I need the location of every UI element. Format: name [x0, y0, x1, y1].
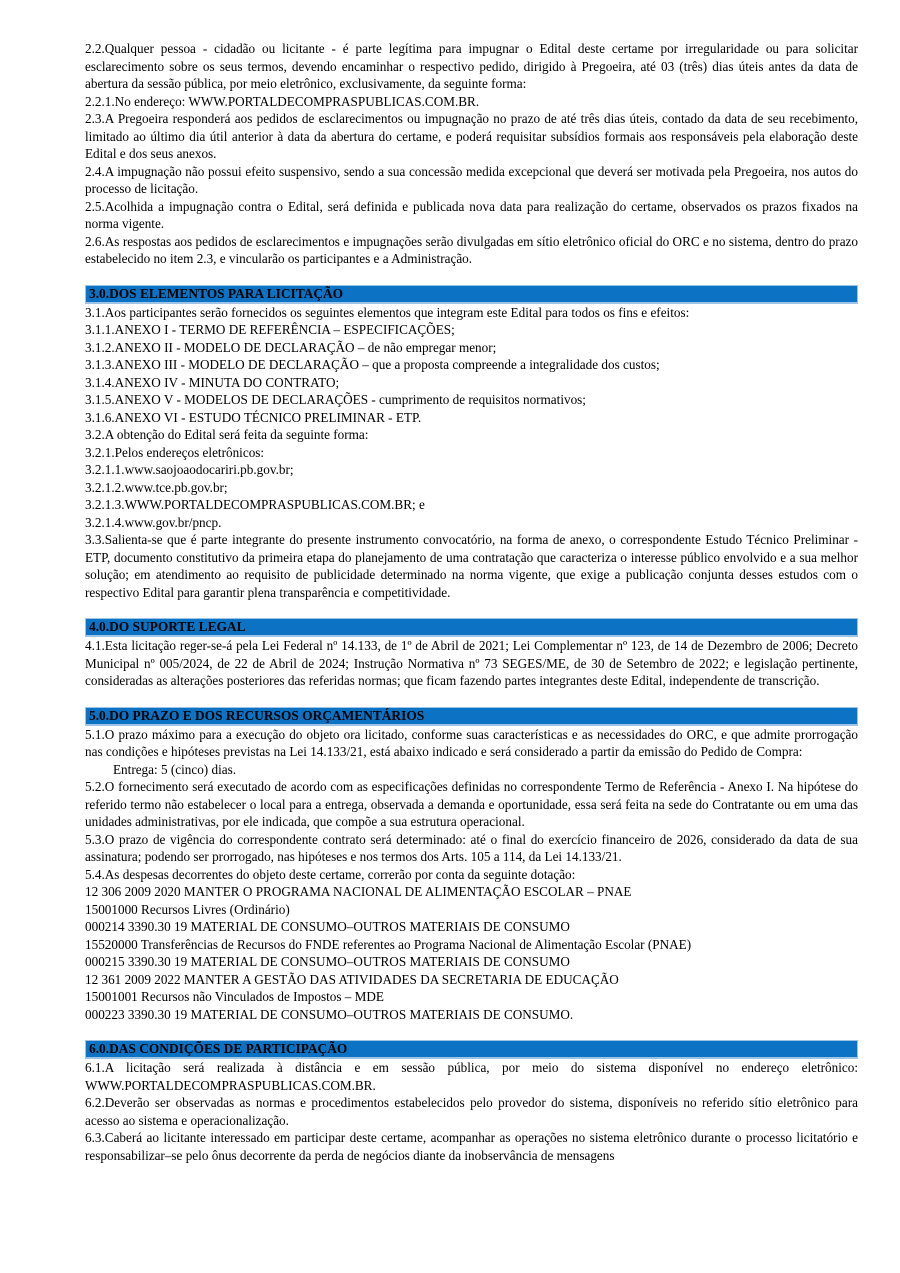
paragraph-6-3: 6.3.Caberá ao licitante interessado em participar deste certame, acompanhar as operações no sistema eletrônico durante o processo licitatório e responsabilizar–se pelo ônus decorrente da perda de negócios diante da inobservância de mensagens	[85, 1130, 858, 1163]
section-6-condicoes	[85, 1040, 858, 1164]
paragraph-3-1-5: 3.1.5.ANEXO V - MODELOS DE DECLARAÇÕES - cumprimento de requisitos normativos;	[85, 392, 586, 407]
paragraph-3-1-3: 3.1.3.ANEXO III - MODELO DE DECLARAÇÃO – que a proposta compreende a integralidade dos custos;	[85, 357, 660, 372]
section-header-5-0: 5.0.DO PRAZO E DOS RECURSOS ORÇAMENTÁRIOS	[85, 707, 858, 726]
paragraph-2-6: 2.6.As respostas aos pedidos de esclarecimentos e impugnações serão divulgadas em sítio eletrônico oficial do ORC e no sistema, dentro do prazo estabelecido no item 2.3, e vincularão os participantes e a Administração.	[85, 233, 858, 266]
paragraph-3-2-1-2: 3.2.1.2.www.tce.pb.gov.br;	[85, 479, 228, 495]
section-4-suporte-legal	[85, 618, 858, 690]
dotacao-line-5: 000215 3390.30 19 MATERIAL DE CONSUMO–OUTROS MATERIAIS DE CONSUMO	[85, 954, 570, 969]
paragraph-6-1: 6.1.A licitação será realizada à distância e em sessão pública, por meio do sistema disponível no endereço eletrônico: WWW.PORTALDECOMPRASPUBLICAS.COM.BR.	[85, 1060, 858, 1093]
paragraph-3-1-6: 3.1.6.ANEXO VI - ESTUDO TÉCNICO PRELIMINAR - ETP.	[85, 409, 422, 425]
dotacao-line-6: 12 361 2009 2022 MANTER A GESTÃO DAS ATIVIDADES DA SECRETARIA DE EDUCAÇÃO	[85, 971, 619, 987]
paragraph-2-3: 2.3.A Pregoeira responderá aos pedidos de esclarecimentos ou impugnação no prazo de até três dias úteis, contado da data de seu recebimento, limitado ao último dia útil anterior à data da abertura do certame, e poderá requisitar subsídios formais aos responsáveis pela elaboração deste Edital e dos seus anexos.	[85, 111, 858, 161]
paragraph-3-1-1: 3.1.1.ANEXO I - TERMO DE REFERÊNCIA – ESPECIFICAÇÕES;	[85, 322, 455, 337]
paragraph-5-4: 5.4.As despesas decorrentes do objeto deste certame, correrão por conta da seguinte dotação:	[85, 866, 576, 882]
paragraph-5-3: 5.3.O prazo de vigência do correspondente contrato será determinado: até o final do exercício financeiro de 2026, considerado da data de sua assinatura; podendo ser prorrogado, nas hipóteses e nos termos dos Arts. 105 a 114, da Lei 14.133/21.	[85, 831, 858, 864]
paragraph-6-2: 6.2.Deverão ser observadas as normas e procedimentos estabelecidos pelo provedor do sistema, disponíveis no referido sítio eletrônico para acesso ao sistema e operacionalização.	[85, 1095, 858, 1128]
paragraph-2-2-1: 2.2.1.No endereço: WWW.PORTALDECOMPRASPUBLICAS.COM.BR.	[85, 93, 480, 109]
paragraph-3-3: 3.3.Salienta-se que é parte integrante do presente instrumento convocatório, na forma de anexo, o correspondente Estudo Técnico Preliminar - ETP, documento constitutivo da primeira etapa do planejamento de uma contratação que caracteriza o interesse público envolvido e a sua melhor solução; em atendimento ao requisito de publicidade determinado na norma vigente, que exige a publicação conjunta desses estudos com o respectivo Edital para garantir plena transparência e competitividade.	[85, 532, 858, 600]
section-header-3-0: 3.0.DOS ELEMENTOS PARA LICITAÇÃO	[85, 285, 858, 304]
paragraph-3-2: 3.2.A obtenção do Edital será feita da seguinte forma:	[85, 427, 369, 442]
paragraph-5-1: 5.1.O prazo máximo para a execução do objeto ora licitado, conforme suas características e as necessidades do ORC, e que admite prorrogação nas condições e hipóteses previstas na Lei 14.133/21, está abaixo indicado e será considerado a partir da emissão do Pedido de Compra:	[85, 726, 858, 759]
paragraph-3-1-2: 3.1.2.ANEXO II - MODELO DE DECLARAÇÃO – de não empregar menor;	[85, 339, 497, 355]
dotacao-line-2: 15001000 Recursos Livres (Ordinário)	[85, 901, 290, 917]
section-header-6-0: 6.0.DAS CONDIÇÕES DE PARTICIPAÇÃO	[85, 1040, 858, 1059]
dotacao-line-4: 15520000 Transferências de Recursos do FNDE referentes ao Programa Nacional de Alimentação Escolar (PNAE)	[85, 936, 692, 952]
dotacao-line-8: 000223 3390.30 19 MATERIAL DE CONSUMO–OUTROS MATERIAIS DE CONSUMO.	[85, 1006, 574, 1022]
section-3-elementos	[85, 285, 858, 602]
paragraph-2-2: 2.2.Qualquer pessoa - cidadão ou licitante - é parte legítima para impugnar o Edital deste certame por irregularidade ou para solicitar esclarecimento sobre os seus termos, devendo encaminhar o respectivo pedido, dirigido à Pregoeira, até 03 (três) dias úteis antes da data de abertura da sessão pública, por meio eletrônico, exclusivamente, da seguinte forma:	[85, 41, 858, 91]
paragraph-3-2-1: 3.2.1.Pelos endereços eletrônicos:	[85, 444, 265, 460]
paragraph-3-1: 3.1.Aos participantes serão fornecidos os seguintes elementos que integram este Edital para todos os fins e efeitos:	[85, 304, 690, 320]
paragraph-2-4: 2.4.A impugnação não possui efeito suspensivo, sendo a sua concessão medida excepcional que deverá ser motivada pela Pregoeira, nos autos do processo de licitação.	[85, 163, 858, 196]
dotacao-line-7: 15001001 Recursos não Vinculados de Impostos – MDE	[85, 989, 384, 1004]
section-5-prazo-recursos	[85, 707, 858, 1024]
paragraph-5-2: 5.2.O fornecimento será executado de acordo com as especificações definidas no correspondente Termo de Referência - Anexo I. Na hipótese do referido termo não estabelecer o local para a entrega, observada a demanda e oportunidade, essa será feita na sede do Contratante ou em uma das unidades administrativas, por ele indicada, que compõe a sua estrutura operacional.	[85, 779, 858, 829]
paragraph-3-2-1-1: 3.2.1.1.www.saojoaodocariri.pb.gov.br;	[85, 462, 294, 477]
paragraph-4-1: 4.1.Esta licitação reger-se-á pela Lei Federal nº 14.133, de 1º de Abril de 2021; Lei Complementar nº 123, de 14 de Dezembro de 2006; Decreto Municipal nº 005/2024, de 22 de Abril de 2024; Instrução Normativa nº 73 SEGES/ME, de 30 de Setembro de 2022; e legislação pertinente, consideradas as alterações posteriores das referidas normas; que ficam fazendo partes integrantes deste Edital, independente de transcrição.	[85, 638, 858, 688]
section-header-4-0: 4.0.DO SUPORTE LEGAL	[85, 618, 858, 637]
dotacao-line-3: 000214 3390.30 19 MATERIAL DE CONSUMO–OUTROS MATERIAIS DE CONSUMO	[85, 919, 570, 934]
paragraph-2-5: 2.5.Acolhida a impugnação contra o Edital, será definida e publicada nova data para realização do certame, observados os prazos fixados na norma vigente.	[85, 198, 858, 231]
paragraph-3-2-1-4: 3.2.1.4.www.gov.br/pncp.	[85, 514, 222, 530]
section-2-impugnacao	[85, 40, 858, 268]
dotacao-line-1: 12 306 2009 2020 MANTER O PROGRAMA NACIONAL DE ALIMENTAÇÃO ESCOLAR – PNAE	[85, 884, 632, 899]
paragraph-3-2-1-3: 3.2.1.3.WWW.PORTALDECOMPRASPUBLICAS.COM.BR; e	[85, 497, 425, 512]
paragraph-3-1-4: 3.1.4.ANEXO IV - MINUTA DO CONTRATO;	[85, 374, 340, 390]
paragraph-entrega: Entrega: 5 (cinco) dias.	[113, 761, 237, 777]
